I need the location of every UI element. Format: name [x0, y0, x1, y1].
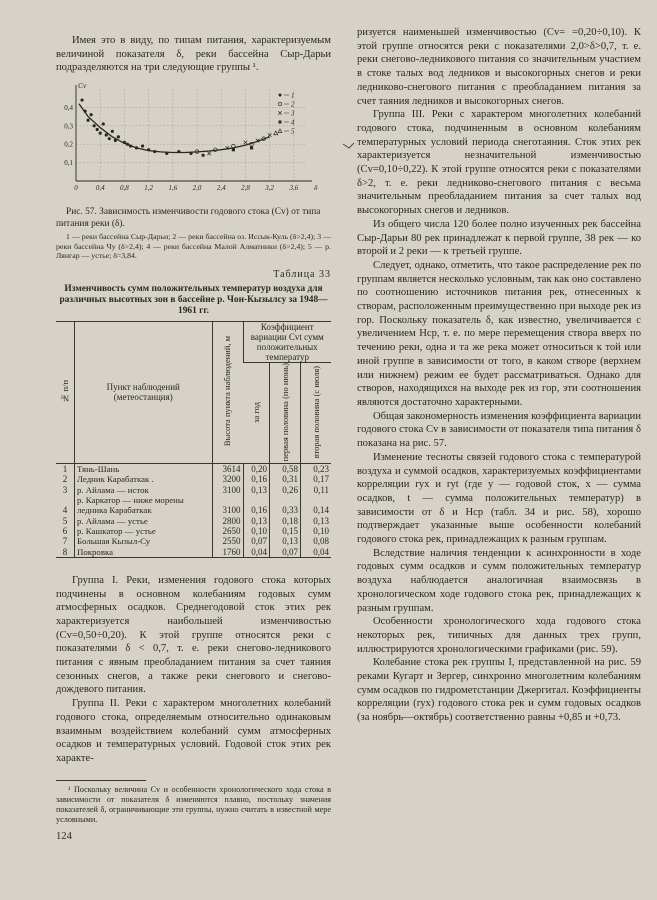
- y-tick-label: 0,1: [64, 159, 73, 168]
- legend-marker-5: [278, 129, 282, 133]
- x-tick-label: 1,2: [144, 184, 154, 193]
- data-point-series-1: [99, 132, 102, 135]
- cell-name: Покровка: [75, 547, 213, 558]
- cell-h: 1760: [212, 547, 243, 558]
- col-height-header: Высота пункта наблюдений, м: [212, 321, 243, 463]
- x-tick-label: 0: [74, 184, 78, 193]
- cell-a: 0,33: [270, 495, 301, 516]
- pencil-mark-icon: [342, 141, 356, 155]
- data-point-series-1: [90, 113, 93, 116]
- cell-b: 0,08: [301, 536, 332, 546]
- cv-delta-chart: [56, 81, 331, 205]
- legend-marker-4: [279, 121, 282, 124]
- intro-paragraph: Имея это в виду, по типам питания, характеризуемым величиной показателя δ, реки бассейна Сыр-Дарьи подразделяются на три следующие группы ¹.: [56, 35, 331, 74]
- footnote-rule: [56, 780, 146, 781]
- y-tick-label: 0,2: [64, 140, 73, 149]
- data-point-series-1: [105, 134, 108, 137]
- data-point-series-1: [123, 141, 126, 144]
- cell-name: р. Кашкатор — устье: [75, 526, 213, 536]
- col-first-half-header: первая половина (по июнь): [270, 362, 301, 463]
- x-tick-label: 3,6: [289, 184, 299, 193]
- data-point-series-1: [147, 148, 150, 151]
- x-axis-label: δ: [314, 183, 318, 193]
- legend-label: 2: [291, 100, 295, 109]
- group-1-paragraph: Группа I. Реки, изменения годового стока которых подчинены в основном колебаниям годовых сумм атмосферных осадков. Среднегодовой сток этих рек характеризуется наибольшей изменчивостью (Cv=0,50÷0,20). К этой группе относятся реки с показателями δ < 0,7, т. е. реки снегово-ледникового питания с явным преобладанием питания за счет таяния сезонных снегов, а также реки снегового и снегово-дождевого питания.: [56, 574, 331, 696]
- cell-a: 0,26: [270, 485, 301, 495]
- col-year-header: за год: [243, 362, 270, 463]
- figure-57: [56, 81, 331, 205]
- data-point-series-1: [129, 145, 132, 148]
- data-point-series-3: [244, 141, 248, 145]
- cell-a: 0,18: [270, 516, 301, 526]
- chronology-paragraph: Особенности хронологического хода годового стока некоторых рек, типичных для данных трех групп, иллюстрируются хронологическими графиками (рис. 59).: [357, 616, 641, 655]
- cell-h: 3100: [212, 495, 243, 516]
- col-coef-header: Коэффициент вариации Cvt сумм положительных температур: [243, 321, 331, 362]
- data-point-series-4: [232, 148, 235, 151]
- cell-name: р. Айлама — исток: [75, 485, 213, 495]
- footnote: ¹ Поскольку величина Cv и особенности хронологического хода стока в зависимости от показателя δ изменяются плавно, постольку значения показателей δ, ограничивающие эти группы, нужно считать в известной мере условными.: [56, 784, 331, 824]
- x-tick-label: 2,8: [241, 184, 250, 193]
- right-column: [357, 26, 641, 725]
- data-point-series-1: [202, 154, 205, 157]
- cell-y: 0,16: [243, 495, 270, 516]
- data-point-series-1: [189, 152, 192, 155]
- data-point-series-1: [93, 124, 96, 127]
- group-1-variation-paragraph: Колебание стока рек группы I, представленной на рис. 59 реками Кугарт и Зергер, синхронно многолетним колебаниям сумм осадков по гидрометстанции Джергитал. Коэффициенты корреляции (ryx) годового стока рек и сумм годовых осадков (за ноябрь—октябрь) соответственно равны +0,85 и +0,73.: [357, 657, 641, 724]
- table-row: [56, 536, 331, 546]
- col-second-half-header: вторая половина (с июля): [301, 362, 332, 463]
- cell-h: 3614: [212, 464, 243, 475]
- distribution-note-paragraph: Следует, однако, отметить, что такое распределение рек по группам является несколько условным, так как оно составлено по соотношению источников питания рек, отнесенных к створам, расположенным преимущественно при выходе рек из гор. Поскольку показатель δ, как известно, увеличивается с увеличением Hср, т. е. по мере перемещения створа вверх по течению реки, одна и та же река может относиться к той или иной группе в зависимости от того, в каком створе (верхнем или нижнем) режим ее будет рассматриваться. Однако для створов, находящихся на выходе рек из гор, эти соотношения являются достаточно характерными.: [357, 259, 641, 408]
- legend-marker-3: [278, 111, 281, 114]
- group-2-continued: ризуется наименьшей изменчивостью (Cv= =0,20÷0,10). К этой группе относятся реки с показателями 2,0>δ>0,7, т. е. реки снегово-ледникового питания со значительным участием в стоке талых вод ледников и высокогорных снегов и реки ледниково-снегового питания с преобладанием питания за счет таяния ледников и высокогорных снегов.: [357, 27, 641, 107]
- cell-n: 7: [62, 536, 68, 547]
- cell-n: 4: [62, 505, 68, 516]
- table-row: [56, 547, 331, 558]
- cell-y: 0,13: [243, 516, 270, 526]
- data-point-series-1: [80, 99, 83, 102]
- cell-a: 0,15: [270, 526, 301, 536]
- x-tick-label: 1,6: [168, 184, 178, 193]
- table-row: [56, 464, 331, 475]
- data-point-series-1: [108, 137, 111, 140]
- figure-caption: Рис. 57. Зависимость изменчивости годового стока (Cv) от типа питания реки (δ).: [56, 207, 321, 229]
- cell-name: Ледник Карабаткак .: [75, 474, 213, 484]
- data-point-series-1: [114, 139, 117, 142]
- cell-n: 2: [62, 474, 68, 485]
- col-station-header: Пункт наблюдений (метеостанция): [75, 321, 213, 463]
- table-row: [56, 485, 331, 495]
- fitted-curve: [79, 104, 270, 153]
- legend-label: 5: [291, 127, 295, 136]
- y-tick-label: 0,3: [64, 122, 73, 131]
- cell-a: 0,07: [270, 547, 301, 558]
- cell-name: р. Айлама — устье: [75, 516, 213, 526]
- cell-n: 3: [62, 484, 68, 495]
- table-row: [56, 495, 331, 516]
- data-point-series-1: [117, 135, 120, 138]
- asynchrony-paragraph: Вследствие наличия тенденции к асинхронности в ходе годовых сумм осадков и сумм положительных температур воздуха наблюдается аналогичная взаимосвязь в хронологическом ходе годового стока рек, принадлежащих к разным группам.: [357, 547, 641, 614]
- cell-name: р. Каркатор — ниже морены ледника Карабаткак: [75, 495, 213, 516]
- cell-h: 2800: [212, 516, 243, 526]
- general-law-paragraph: Общая закономерность изменения коэффициента вариации годового стока Cv в зависимости от показателя типа питания δ показана на рис. 57.: [357, 410, 641, 450]
- data-point-series-1: [141, 145, 144, 148]
- cell-y: 0,13: [243, 485, 270, 495]
- cell-y: 0,20: [243, 464, 270, 475]
- table-row: [56, 516, 331, 526]
- cell-name: Большая Кызыл-Су: [75, 536, 213, 546]
- data-point-series-1: [102, 122, 105, 125]
- data-point-series-1: [96, 128, 99, 131]
- y-tick-label: 0,4: [64, 104, 73, 113]
- figure-legend: 1 — реки бассейна Сыр-Дарьи; 2 — реки бассейна оз. Иссык-Куль (δ>2,4); 3 — реки бассейна Чу (δ>2,4); 4 — реки бассейна Малой Алматинки (δ>2,4); 5 — р. Лянгар — устье; δ=3,84.: [56, 232, 331, 261]
- data-point-series-3: [268, 133, 272, 137]
- cell-h: 3200: [212, 474, 243, 484]
- group-3-paragraph: Группа III. Реки с характером многолетних колебаний годового стока, подчиненным в основном колебаниям температурных условий периода снеготаяния. Сток этих рек характеризуется незначительной изменчивостью (Cv=0,10÷0,22). К этой группе относятся реки с показателями δ>2, т. е. реки ледниково-снегового питания с весьма значительным преобладанием питания за счет талых вод высокогорных снегов и ледников.: [357, 109, 641, 217]
- legend-label: 1: [291, 91, 295, 100]
- table-row: [56, 526, 331, 536]
- data-point-series-1: [165, 152, 168, 155]
- cell-name: Тянь-Шань: [75, 464, 213, 475]
- cell-b: 0,04: [301, 547, 332, 558]
- data-point-series-1: [87, 119, 90, 122]
- page-number: 124: [56, 830, 72, 842]
- legend-marker-1: [279, 94, 282, 97]
- data-point-series-1: [153, 150, 156, 153]
- legend-label: 3: [291, 109, 295, 118]
- data-point-series-1: [111, 130, 114, 133]
- cell-h: 2650: [212, 526, 243, 536]
- table-label: Таблица 33: [273, 268, 331, 280]
- data-point-series-1: [135, 146, 138, 149]
- cell-b: 0,14: [301, 495, 332, 516]
- data-point-series-4: [250, 146, 253, 149]
- cell-y: 0,07: [243, 536, 270, 546]
- table-row: [56, 474, 331, 484]
- cell-b: 0,17: [301, 474, 332, 484]
- cell-h: 3100: [212, 485, 243, 495]
- group-2-paragraph: Группа II. Реки с характером многолетних колебаний годового стока, определяемым относительно одинаковым взаимным воздействием колебаний сумм атмосферных осадков и температурных условий. Годовой сток этих рек характе-: [56, 698, 331, 764]
- cell-y: 0,16: [243, 474, 270, 484]
- x-tick-label: 0,4: [95, 184, 105, 193]
- data-point-series-1: [83, 110, 86, 113]
- correlation-paragraph: Изменение тесноты связей годового стока с температурой воздуха и суммой осадков, характеризуемых коэффициентами корреляции ryx и ryt (где y — годовой сток, x — сумма осадков, t — сумма положительных температур) в зависимости от δ и Hср (табл. 34 и рис. 58), хорошо подтверждает указанные выше особенности колебаний годового стока рек, принадлежащих к разным группам.: [357, 451, 641, 546]
- col-num-header: № п/п: [56, 321, 75, 463]
- cell-a: 0,13: [270, 536, 301, 546]
- cell-b: 0,10: [301, 526, 332, 536]
- cell-b: 0,11: [301, 485, 332, 495]
- x-tick-label: 2,4: [216, 184, 226, 193]
- cell-n: 8: [56, 547, 75, 558]
- x-tick-label: 0,8: [120, 184, 129, 193]
- left-column: [56, 34, 331, 842]
- cell-n: 5: [62, 515, 68, 526]
- cell-b: 0,13: [301, 516, 332, 526]
- cell-a: 0,58: [270, 464, 301, 475]
- x-tick-label: 2,0: [192, 184, 202, 193]
- cell-b: 0,23: [301, 464, 332, 475]
- cell-n: 1: [62, 464, 68, 475]
- cell-n: 6: [62, 525, 68, 536]
- cell-a: 0,31: [270, 474, 301, 484]
- data-point-series-3: [207, 152, 211, 156]
- data-point-series-5: [274, 131, 278, 135]
- river-count-paragraph: Из общего числа 120 более полно изученных рек бассейна Сыр-Дарьи 80 рек принадлежат к первой группе, 38 рек — ко второй и 2 реки — к третьей группе.: [357, 218, 641, 258]
- x-tick-label: 3,2: [265, 184, 275, 193]
- data-point-series-1: [126, 143, 129, 146]
- table-body: [56, 464, 331, 558]
- y-axis-label: Cv: [78, 81, 87, 91]
- legend-label: 4: [291, 118, 295, 127]
- legend-marker-2: [278, 102, 281, 105]
- cell-h: 2550: [212, 536, 243, 546]
- cell-y: 0,10: [243, 526, 270, 536]
- table-33: [56, 321, 331, 558]
- table-title: Изменчивость сумм положительных температур воздуха для различных высотных зон в бассейне р. Чон-Кызылсу за 1948—1961 гг.: [59, 283, 328, 317]
- cell-y: 0,04: [243, 547, 270, 558]
- data-point-series-1: [177, 150, 180, 153]
